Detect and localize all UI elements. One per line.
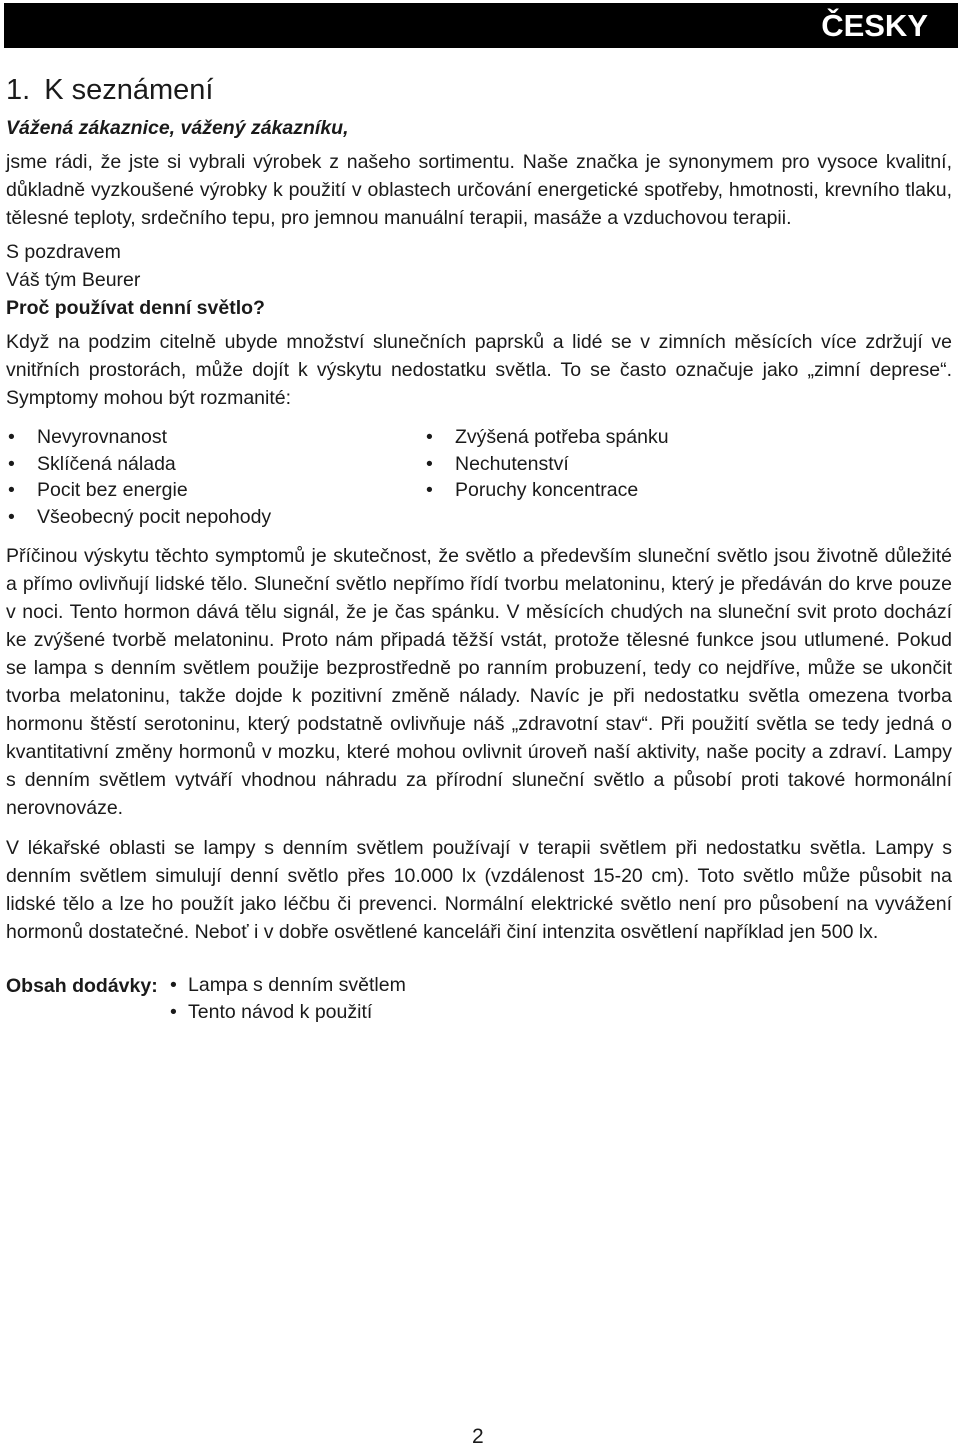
section-title [6, 70, 952, 110]
list-item: • Všeobecný pocit nepohody [6, 504, 424, 531]
bullet-icon: • [8, 426, 15, 448]
language-label: ČESKY [821, 8, 928, 43]
delivery-contents [6, 972, 952, 1025]
language-header-bar [4, 3, 958, 48]
list-item: • Pocit bez energie [6, 477, 424, 504]
cause-paragraph: Příčinou výskytu těchto symptomů je skutečnost, že světlo a především sluneční světlo jsou životně důležité a přímo ovlivňují lidské tělo. Sluneční světlo nepřímo řídí tvorbu melatoninu, který je předáván do krve pouze v noci. Tento hormon dává tělu signál, že je čas spánku. V měsících chudých na sluneční svit proto dochází ke zvýšené tvorbě melatoninu. Proto nám připadá těžší vstát, protože tělesné funkce jsou utlumené. Pokud se lampa s denním světlem použije bezprostředně po ranním probuzení, tedy co nejdříve, může se ukončit tvorba melatoninu, takže dojde k pozitivní změně nálady. Navíc je při nedostatku světla omezena tvorba hormonu štěstí serotoninu, který podstatně ovlivňuje náš „zdravotní stav“. Při použití světla se tedy jedná o kvantitativní změny hormonů v mozku, které mohou ovlivnit úroveň naší aktivity, naše pocity a zdraví. Lampy s denním světlem vytváří vhodnou náhradu za přírodní sluneční světlo a působí proti takové hormonální nerovnováze. [6, 545, 952, 819]
list-item: • Poruchy koncentrace [424, 477, 669, 504]
list-item: • Tento návod k použití [170, 999, 406, 1026]
section-title-text: K seznámení [44, 74, 214, 106]
bullet-icon: • [8, 505, 15, 528]
intro-paragraph: jsme rádi, že jste si vybrali výrobek z našeho sortimentu. Naše značka je synonymem pro vysoce kvalitní, důkladně vyzkoušené výrobky k použití v oblastech určování energetické spotřeby, hmotnosti, krevního tlaku, tělesné teploty, srdečního tepu, pro jemnou manuální terapii, masáže a vzduchovou terapii. [6, 151, 952, 229]
list-item: • Sklíčená nálada [6, 451, 424, 478]
bullet-icon: • [426, 479, 433, 501]
bullet-icon: • [170, 1000, 177, 1023]
page-number: 2 [472, 1425, 484, 1448]
list-item: • Lampa s denním světlem [170, 972, 406, 999]
symptom-list-right [424, 424, 669, 530]
why-paragraph: Když na podzim citelně ubyde množství slunečních paprsků a lidé se v zimních měsících více zdržují ve vnitřních prostorách, může dojít k výskytu nedostatku světla. To se často označuje jako „zimní deprese“. Symptomy mohou být rozmanité: [6, 331, 952, 409]
bullet-icon: • [426, 452, 433, 475]
delivery-list [170, 972, 406, 1025]
bullet-icon: • [8, 479, 15, 501]
bullet-icon: • [426, 426, 433, 448]
page-content [6, 70, 952, 1025]
list-item: • Nechutenství [424, 451, 669, 478]
medical-paragraph: V lékařské oblasti se lampy s denním světlem používají v terapii světlem při nedostatku světla. Lampy s denním světlem simulují denní světlo přes 10.000 lx (vzdálenost 15-20 cm). Toto světlo může působit na lidské tělo a lze ho použít jako léčbu či prevenci. Normální elektrické světlo není pro působení na vyvážení hormonů dostatečné. Neboť i v dobře osvětlené kanceláři činí intenzita osvětlení například jen 500 lx. [6, 837, 952, 943]
greeting: Vážená zákaznice, vážený zákazníku, [6, 117, 349, 139]
symptom-list-left [6, 424, 424, 530]
why-heading: Proč používat denní světlo? [6, 297, 265, 319]
list-item: • Nevyrovnanost [6, 424, 424, 451]
list-item: • Zvýšená potřeba spánku [424, 424, 669, 451]
symptom-lists [6, 424, 952, 530]
section-number: 1. [6, 74, 31, 106]
closing-line-1: S pozdravem [6, 241, 121, 263]
delivery-label: Obsah dodávky: [6, 975, 158, 997]
closing-line-2: Váš tým Beurer [6, 269, 141, 291]
bullet-icon: • [8, 452, 15, 475]
bullet-icon: • [170, 974, 177, 996]
